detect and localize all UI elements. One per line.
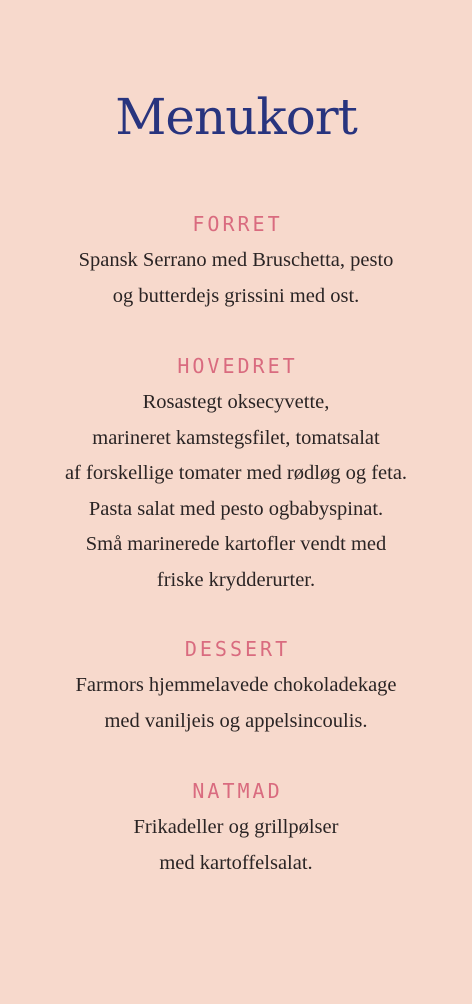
menu-line: marineret kamstegsfilet, tomatsalat bbox=[92, 426, 380, 449]
menu-line: Spansk Serrano med Bruschetta, pesto bbox=[78, 249, 394, 271]
menu-line: Pasta salat med pesto ogbabyspinat. bbox=[88, 497, 384, 520]
section-dessert bbox=[0, 637, 472, 739]
section-natmad bbox=[0, 779, 472, 881]
menu-line: Små marinerede kartofler vendt med bbox=[85, 533, 387, 555]
menu-line: af forskellige tomater med rødløg og feta. bbox=[64, 462, 408, 484]
menu-title: Menukort bbox=[115, 88, 357, 146]
section-lines bbox=[0, 243, 472, 314]
section-lines bbox=[0, 668, 472, 739]
menu-line: og butterdejs grissini med ost. bbox=[112, 284, 360, 307]
menu-line: Frikadeller og grillpølser bbox=[133, 816, 339, 838]
menu-line: med vaniljeis og appelsincoulis. bbox=[104, 709, 368, 732]
menu-line: Rosastegt oksecyvette, bbox=[142, 391, 330, 413]
section-hovedret bbox=[0, 354, 472, 598]
section-heading: HOVEDRET bbox=[177, 354, 298, 378]
section-lines bbox=[0, 810, 472, 881]
section-forret bbox=[0, 212, 472, 314]
section-heading: DESSERT bbox=[184, 637, 291, 661]
section-heading: FORRET bbox=[192, 212, 283, 236]
menu-line: friske krydderurter. bbox=[156, 568, 316, 591]
menu-line: Farmors hjemmelavede chokoladekage bbox=[75, 674, 397, 696]
menu-line: med kartoffelsalat. bbox=[159, 851, 313, 874]
section-lines bbox=[0, 385, 472, 598]
section-heading: NATMAD bbox=[192, 779, 283, 803]
